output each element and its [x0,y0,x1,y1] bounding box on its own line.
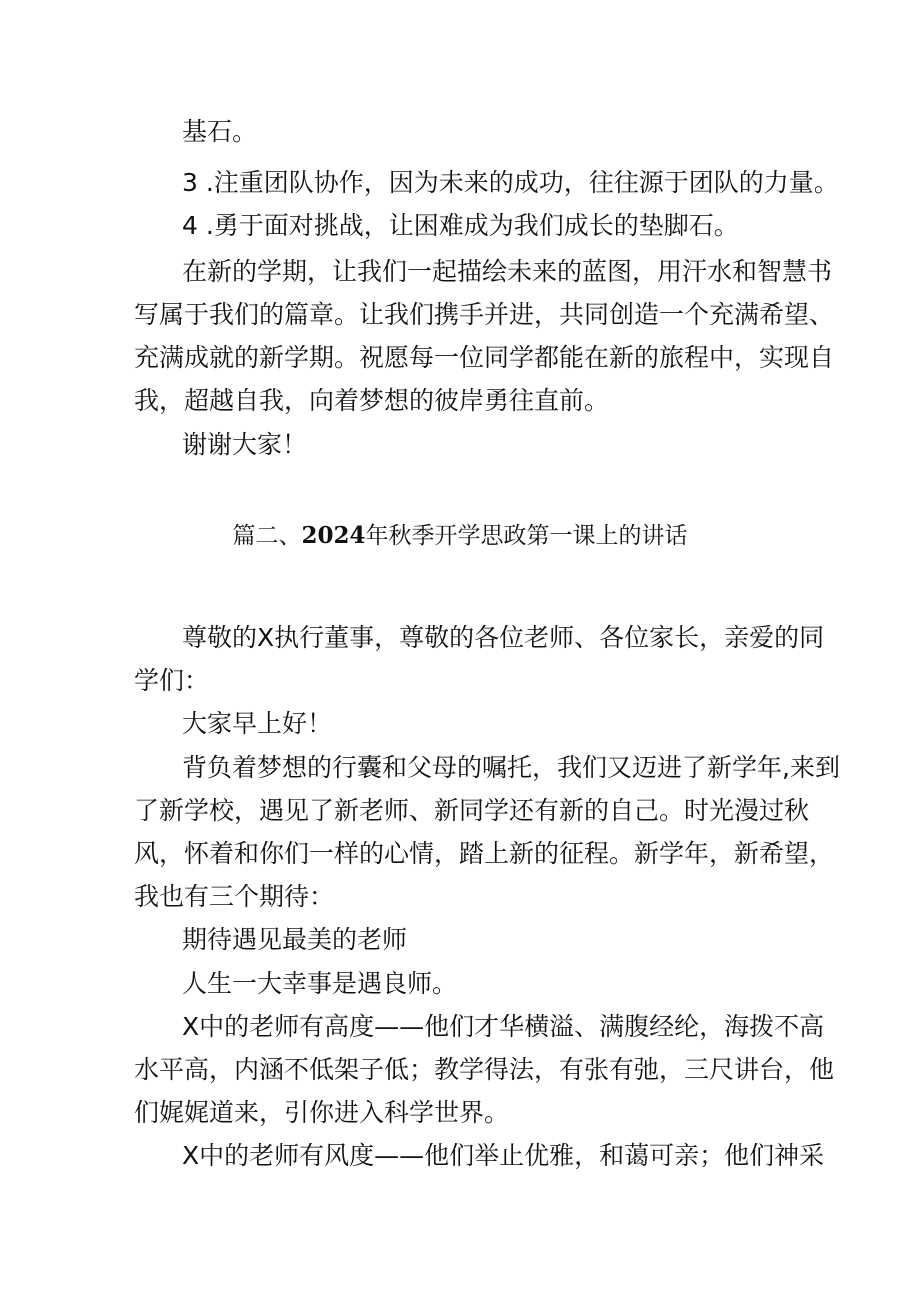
closing-para-line-4: 我，超越自我，向着梦想的彼岸勇往直前。 [134,386,610,415]
list-item-3: 3 .注重团队协作，因为未来的成功，往往源于团队的力量。 [182,168,839,197]
height-para-line-3: 们娓娓道来，引你进入科学世界。 [134,1098,510,1127]
title-year: 2024 [301,522,366,549]
list-item-4: 4 .勇于面对挑战，让困难成为我们成长的垫脚石。 [182,211,739,240]
closing-para-line-2: 写属于我们的篇章。让我们携手并进，共同创造一个充满希望、 [134,300,835,329]
closing-para-line-3: 充满成就的新学期。祝愿每一位同学都能在新的旅程中，实现自 [134,343,835,372]
intro-para-line-1: 背负着梦想的行囊和父母的嘱托，我们又迈进了新学年,来到 [182,753,840,782]
closing-para-line-1: 在新的学期，让我们一起描绘未来的蓝图，用汗水和智慧书 [182,257,833,286]
intro-para-line-4: 我也有三个期待： [134,882,335,911]
height-para-line-1: X中的老师有高度——他们才华横溢、满腹经纶，海拨不高 [182,1012,825,1041]
manner-para-line-1: X中的老师有风度——他们举止优雅，和蔼可亲；他们神采 [182,1141,825,1170]
text-line-basis: 基石。 [182,117,258,146]
section-title [0,518,920,554]
morning-line: 大家早上好！ [182,709,333,738]
thanks-line: 谢谢大家！ [182,430,308,459]
title-suffix: 年秋季开学思政第一课上的讲话 [365,523,688,549]
title-prefix: 篇二、 [232,523,302,549]
intro-para-line-2: 了新学校，遇见了新老师、新同学还有新的自己。时光漫过秋 [134,796,810,825]
greeting-line-2: 学们： [134,666,210,695]
intro-para-line-3: 风，怀着和你们一样的心情，踏上新的征程。新学年，新希望， [134,839,835,868]
expect-heading-1: 期待遇见最美的老师 [182,925,408,954]
quote-line: 人生一大幸事是遇良师。 [182,969,458,998]
greeting-line-1: 尊敬的X执行董事，尊敬的各位老师、各位家长，亲爱的同 [182,623,825,652]
height-para-line-2: 水平高，内涵不低架子低；教学得法，有张有弛，三尺讲台，他 [134,1055,835,1084]
